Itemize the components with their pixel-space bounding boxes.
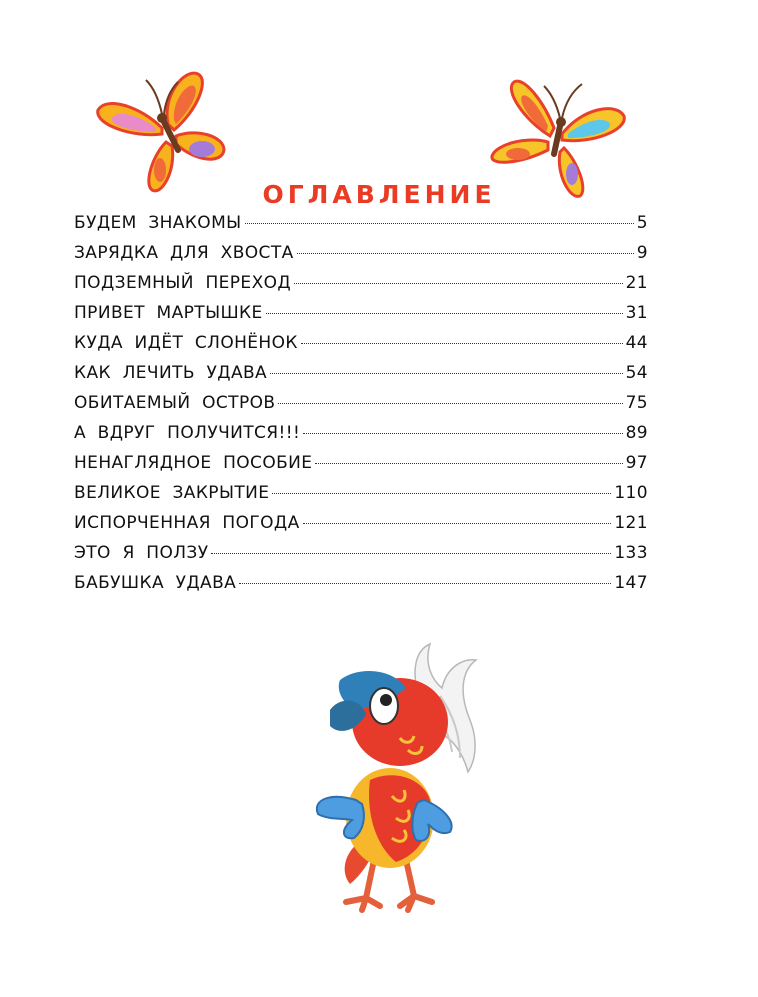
toc-entry-page: 110 xyxy=(614,483,648,503)
toc-entry-title: НЕНАГЛЯДНОЕ ПОСОБИЕ xyxy=(74,453,313,473)
parrot-illustration xyxy=(300,640,490,920)
toc-entry-title: ВЕЛИКОЕ ЗАКРЫТИЕ xyxy=(74,483,270,503)
dot-leader xyxy=(315,463,622,464)
toc-entry-title: КУДА ИДЁТ СЛОНЁНОК xyxy=(74,333,298,353)
toc-entry xyxy=(74,213,648,243)
toc-entry-page: 97 xyxy=(625,453,648,473)
butterfly-illustration-left xyxy=(92,66,232,198)
dot-leader xyxy=(270,373,622,374)
toc-entry xyxy=(74,363,648,393)
toc-entry-page: 75 xyxy=(625,393,648,413)
dot-leader xyxy=(294,283,622,284)
toc-entry-title: ОБИТАЕМЫЙ ОСТРОВ xyxy=(74,393,276,413)
toc-entry-page: 133 xyxy=(614,543,648,563)
dot-leader xyxy=(301,343,623,344)
toc-entry-title: ПОДЗЕМНЫЙ ПЕРЕХОД xyxy=(74,273,292,293)
toc-entry xyxy=(74,243,648,273)
toc-entry xyxy=(74,333,648,363)
toc-entry-page: 5 xyxy=(636,213,648,233)
toc-entry xyxy=(74,513,648,543)
toc-entry-page: 121 xyxy=(614,513,648,533)
dot-leader xyxy=(303,433,622,434)
toc-entry xyxy=(74,543,648,573)
toc-entry xyxy=(74,423,648,453)
toc-entry-page: 44 xyxy=(625,333,648,353)
dot-leader xyxy=(266,313,623,314)
dot-leader xyxy=(297,253,634,254)
toc-entry-page: 54 xyxy=(625,363,648,383)
toc-entry-title: А ВДРУГ ПОЛУЧИТСЯ!!! xyxy=(74,423,301,443)
table-of-contents xyxy=(74,213,648,603)
dot-leader xyxy=(272,493,611,494)
toc-entry-title: ИСПОРЧЕННАЯ ПОГОДА xyxy=(74,513,300,533)
toc-entry-title: КАК ЛЕЧИТЬ УДАВА xyxy=(74,363,268,383)
toc-entry-title: ПРИВЕТ МАРТЫШКЕ xyxy=(74,303,263,323)
toc-entry xyxy=(74,483,648,513)
toc-entry-page: 147 xyxy=(614,573,648,593)
toc-entry-page: 89 xyxy=(625,423,648,443)
toc-entry-title: ЭТО Я ПОЛЗУ xyxy=(74,543,209,563)
toc-entry xyxy=(74,393,648,423)
toc-entry xyxy=(74,273,648,303)
dot-leader xyxy=(303,523,612,524)
toc-entry-page: 31 xyxy=(625,303,648,323)
toc-entry-page: 21 xyxy=(625,273,648,293)
toc-entry xyxy=(74,453,648,483)
toc-entry-title: БУДЕМ ЗНАКОМЫ xyxy=(74,213,242,233)
toc-entry-title: БАБУШКА УДАВА xyxy=(74,573,237,593)
dot-leader xyxy=(239,583,611,584)
dot-leader xyxy=(245,223,634,224)
dot-leader xyxy=(278,403,622,404)
toc-entry-page: 9 xyxy=(636,243,648,263)
toc-entry xyxy=(74,303,648,333)
toc-entry xyxy=(74,573,648,603)
page-title: ОГЛАВЛЕНИЕ xyxy=(262,180,496,209)
toc-entry-title: ЗАРЯДКА ДЛЯ ХВОСТА xyxy=(74,243,294,263)
dot-leader xyxy=(211,553,611,554)
